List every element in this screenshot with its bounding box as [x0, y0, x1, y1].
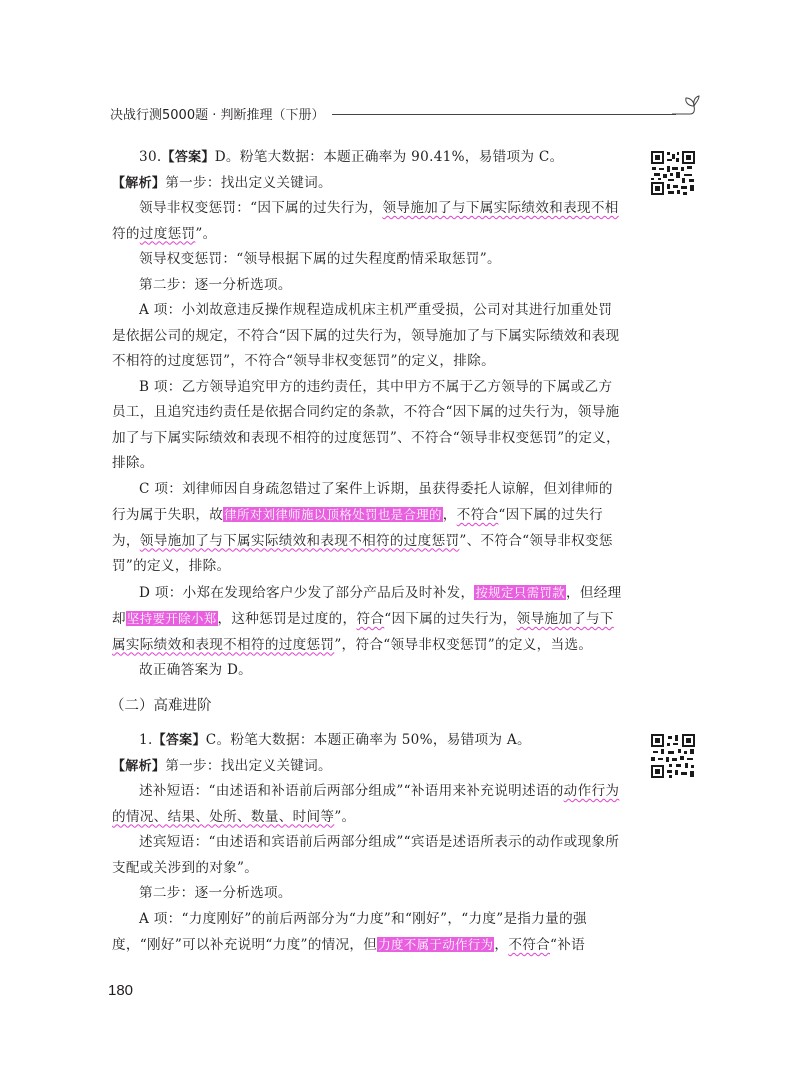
analysis-text: 第一步：找出定义关键词。 [165, 174, 332, 191]
keyword-underline: 动作行为的情况、结果、处所、数量、时间等 [112, 783, 620, 825]
definition-1: 述补短语：“由述语和补语前后两部分组成”“补语用来补充说明述语的动作行为的情况、结果、处所、数量、时间等”。 [112, 783, 620, 825]
keyword-underline: 领导施加了与下属实际绩效和表现不相符的过度惩罚 [139, 532, 460, 549]
header-rule [332, 114, 676, 115]
question-number: 30. [139, 149, 162, 165]
definition-1: 领导非权变惩罚：“因下属的过失行为，领导施加了与下属实际绩效和表现不相 符的过度惩罚”。 [112, 200, 619, 242]
answer-line [112, 728, 626, 754]
keyword-underline: 过度惩罚 [139, 225, 196, 242]
keyword-underline: 领导施加了与下属实际绩效和表现不相 [382, 200, 619, 216]
definition-2: 述宾短语：“由述语和宾语前后两部分组成”“宾语是述语所表示的动作或现象所支配或关涉到的对象”。 [112, 834, 620, 876]
answer-tag: 【答案】 [161, 150, 215, 165]
running-header [110, 100, 700, 130]
highlight: 律所对刘律师施以顶格处罚也是合理的 [224, 507, 442, 522]
option-a: A 项：“力度刚好”的前后两部分为“力度”和“刚好”，“力度”是指力量的强度，“刚好”可以补充说明“力度”的情况，但力度不属于动作行为，不符合“补语 [112, 910, 587, 953]
question-number: 1. [139, 732, 153, 748]
keyword-underline: 不符合 [456, 507, 499, 523]
keyword-underline: 符合 [356, 611, 385, 627]
step-2: 第二步：逐一分析选项。 [139, 885, 292, 901]
analysis-line [112, 754, 626, 780]
highlight: 力度不属于动作行为 [378, 937, 494, 952]
sprout-icon [670, 94, 700, 120]
option-b: B 项：乙方领导追究甲方的违约责任，其中甲方不属于乙方领导的下属或乙方员工，且追究违约责任是依据合同约定的条款，不符合“因下属的过失行为，领导施加了与下属实际绩效和表现不相符的过度惩罚”、不符合“领导非权变惩罚”的定义，排除。 [112, 378, 621, 471]
option-a: A 项：小刘故意违反操作规程造成机床主机严重受损，公司对其进行加重处罚是依据公司的规定，不符合“因下属的过失行为，领导施加了与下属实际绩效和表现不相符的过度惩罚”，不符合“领导非权变惩罚”的定义，排除。 [112, 302, 620, 369]
option-c: C 项：刘律师因自身疏忽错过了案件上诉期，虽获得委托人谅解，但刘律师的行为属于失职，故律所对刘律师施以顶格处罚也是合理的，不符合“因下属的过失行为，领导施加了与下属实际绩效和表现不相符的过度惩罚”、不符合“领导非权变惩罚”的定义，排除。 [112, 480, 613, 574]
question-30 [112, 145, 626, 684]
analysis-tag: 【解析】 [112, 758, 166, 774]
qr-code-icon[interactable] [650, 733, 696, 779]
highlight: 坚持要开除小郑 [126, 611, 217, 626]
option-d: D 项：小郑在发现给客户少发了部分产品后及时补发，按规定只需罚款，但经理却坚持要开除小郑，这种惩罚是过度的，符合“因下属的过失行为，领导施加了与下属实际绩效和表现不相符的过度惩罚”，符合“领导非权变惩罚”的定义，当选。 [112, 584, 622, 653]
analysis-tag: 【解析】 [112, 175, 166, 191]
answer-text: C。粉笔大数据：本题正确率为 50%，易错项为 A。 [205, 732, 531, 748]
question-1 [112, 728, 626, 959]
conclusion: 故正确答案为 D。 [139, 662, 253, 678]
qr-code-icon[interactable] [650, 150, 696, 196]
book-title: 决战行测5000题 · 判断推理（下册） [110, 108, 325, 123]
definition-2: 领导权变惩罚：“领导根据下属的过失程度酌情采取惩罚”。 [139, 251, 501, 267]
analysis-line [112, 171, 626, 197]
highlight: 按规定只需罚款 [475, 584, 565, 600]
analysis-text: 第一步：找出定义关键词。 [165, 757, 332, 774]
answer-text: D。粉笔大数据：本题正确率为 90.41%，易错项为 C。 [214, 149, 564, 165]
answer-line [112, 145, 626, 171]
step-2: 第二步：逐一分析选项。 [139, 276, 292, 293]
section-title: （二）高难进阶 [110, 698, 212, 714]
keyword-underline: 不符合 [508, 937, 550, 953]
answer-tag: 【答案】 [152, 733, 206, 748]
page-number: 180 [108, 982, 134, 999]
keyword-underline: 领导施加了与下属实际绩效和表现不相符的过度惩罚 [112, 611, 614, 653]
